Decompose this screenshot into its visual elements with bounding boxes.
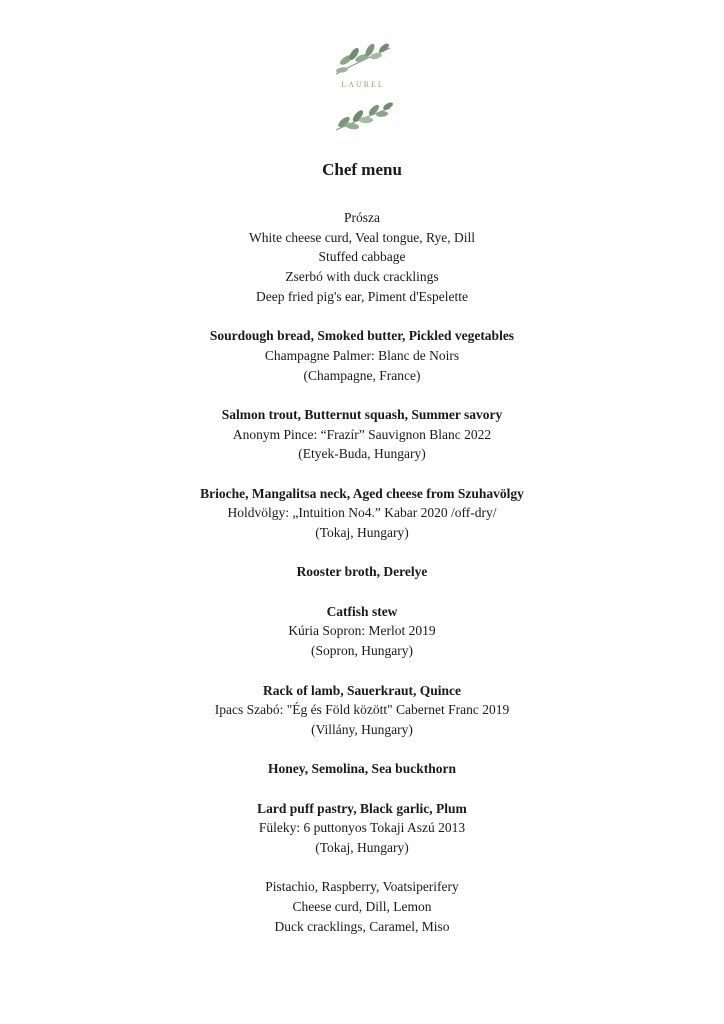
section-spacer [0,661,724,681]
course-title: Lard puff pastry, Black garlic, Plum [257,800,467,816]
course-line: Anonym Pince: “Frazír” Sauvignon Blanc 2022 [232,426,492,442]
course-line: Deep fried pig's ear, Piment d'Espelette [255,288,468,304]
laurel-logo [328,40,398,136]
section-spacer [0,779,724,799]
menu-list [0,208,724,936]
laurel-branch-top-icon [328,40,398,80]
course-line: Duck cracklings, Caramel, Miso [274,918,450,934]
menu-course [0,405,724,464]
course-line: (Tokaj, Hungary) [315,840,409,855]
course-line: (Tokaj, Hungary) [315,525,409,540]
course-line: Champagne Palmer: Blanc de Noirs [264,347,460,363]
course-line: (Villány, Hungary) [311,721,413,737]
course-line: White cheese curd, Veal tongue, Rye, Dill [248,229,475,245]
course-line: (Sopron, Hungary) [311,643,413,659]
course-title: Honey, Semolina, Sea buckthorn [268,761,456,777]
menu-course [0,799,724,858]
menu-course [0,602,724,661]
course-line: Pistachio, Raspberry, Voatsiperifery [265,879,459,895]
course-line: Kúria Sopron: Merlot 2019 [288,623,436,639]
section-spacer [0,740,724,760]
course-line: (Champagne, France) [303,367,421,383]
course-title: Rack of lamb, Sauerkraut, Quince [262,682,461,698]
course-line: Holdvölgy: „Intuition No4.” Kabar 2020 /off-dry/ [227,505,497,521]
menu-course [0,484,724,543]
section-spacer [0,543,724,563]
section-spacer [0,464,724,484]
course-line: Zserbó with duck cracklings [285,269,439,285]
course-line: (Etyek-Buda, Hungary) [298,446,426,462]
menu-course [0,759,724,779]
section-spacer [0,385,724,405]
course-line: Prósza [344,210,380,225]
menu-course [0,326,724,385]
course-line: Stuffed cabbage [318,249,406,265]
course-line: Ipacs Szabó: "Ég és Föld között" Cabernet Franc 2019 [214,702,510,718]
laurel-branch-bottom-icon [328,96,398,136]
menu-course [0,208,724,306]
course-title: Salmon trout, Butternut squash, Summer savory [221,406,503,422]
course-line: Cheese curd, Dill, Lemon [292,899,432,915]
menu-course [0,877,724,936]
section-spacer [0,582,724,602]
course-title: Brioche, Mangalitsa neck, Aged cheese from Szuhavölgy [200,485,524,501]
logo-wordmark: LAUREL [341,80,385,89]
course-line: Füleky: 6 puttonyos Tokaji Aszú 2013 [258,820,466,836]
course-title: Rooster broth, Derelye [296,564,428,580]
menu-course [0,562,724,582]
course-title: Sourdough bread, Smoked butter, Pickled vegetables [209,328,515,344]
menu-course [0,681,724,740]
section-spacer [0,306,724,326]
menu-title: Chef menu [322,160,402,179]
course-title: Catfish stew [326,603,398,619]
section-spacer [0,858,724,878]
